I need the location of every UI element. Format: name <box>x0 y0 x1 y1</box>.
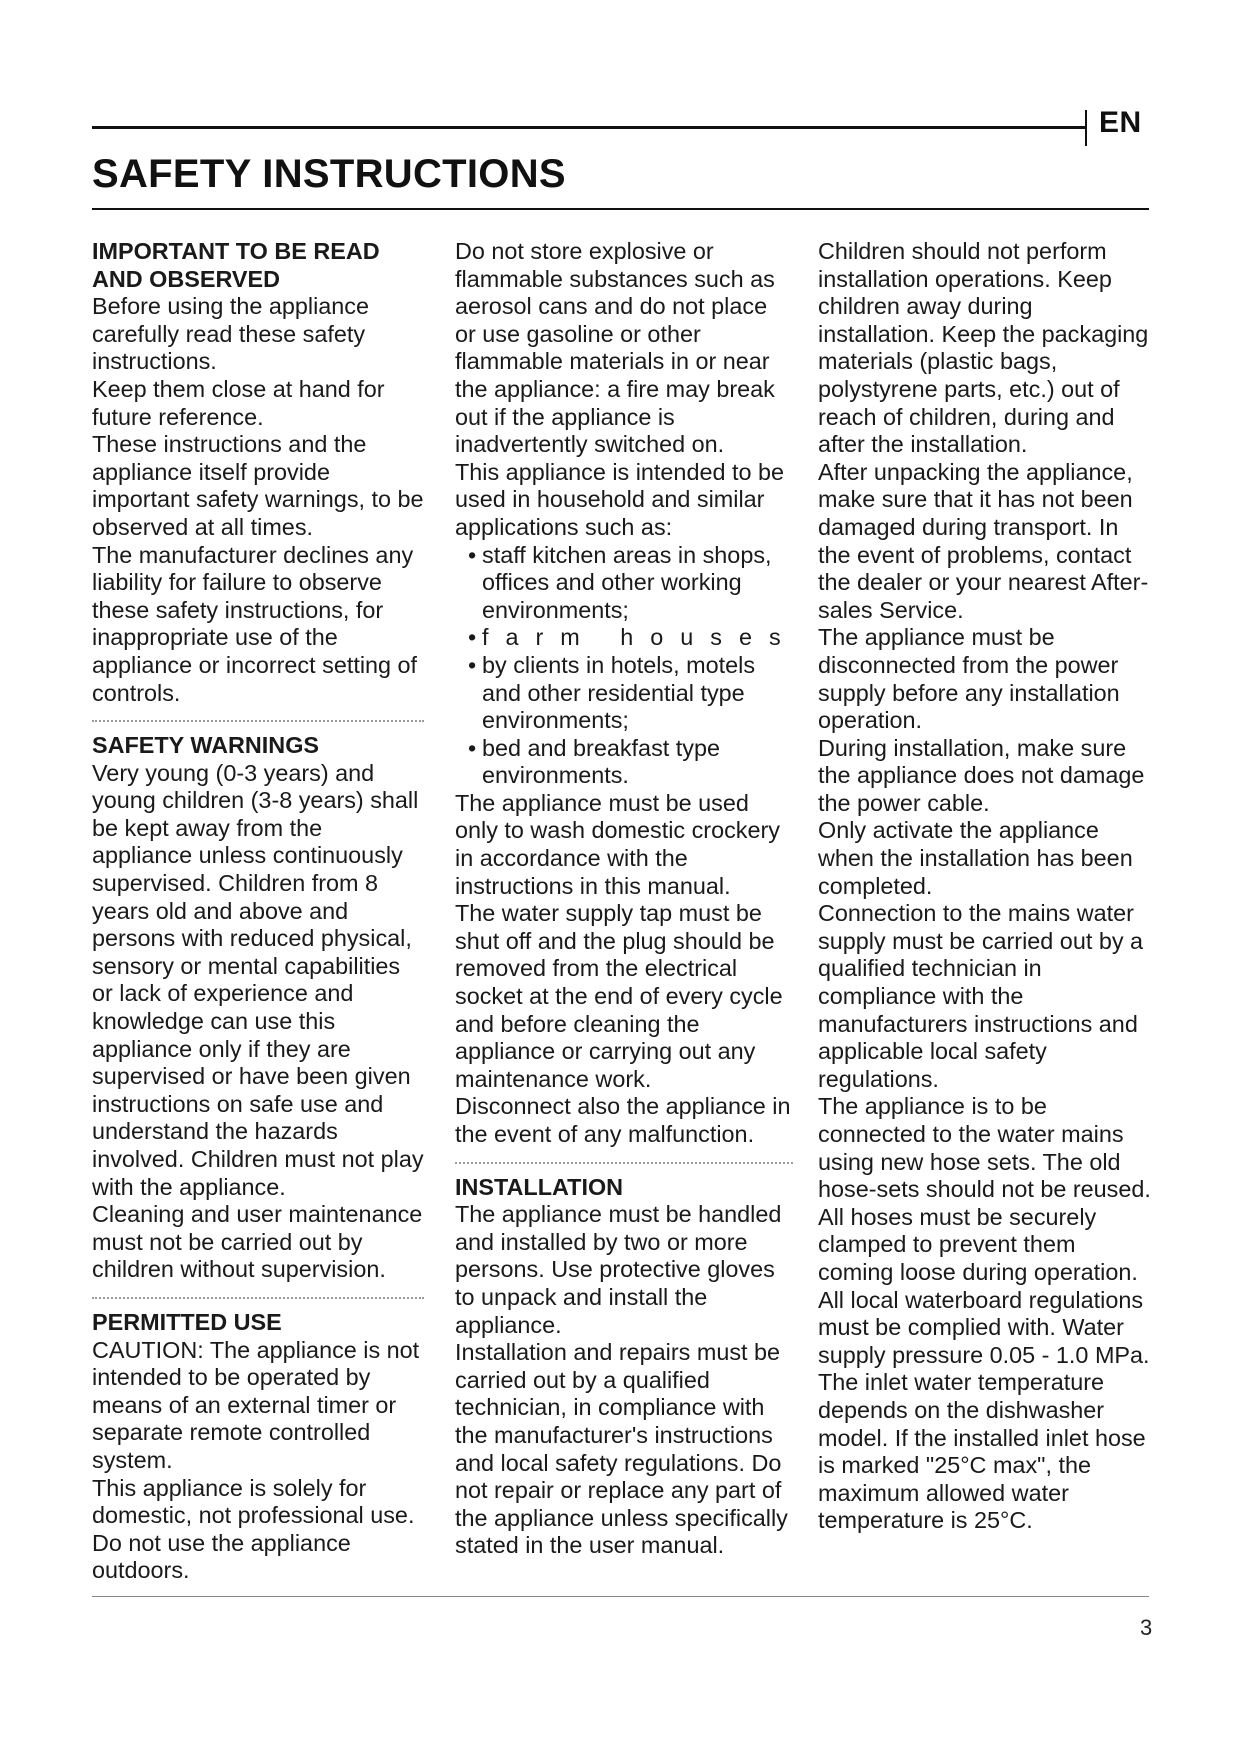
applications-list <box>455 541 798 790</box>
paragraph: Keep them close at hand for future reference. <box>92 375 385 430</box>
paragraph: Installation and repairs must be carried out by a qualified technician, in compliance with the manufacturer's instructions and local safety regulations. Do not repair or replace any part of the appliance unless specifically stated in the user manual. <box>455 1339 788 1559</box>
column-2 <box>455 238 798 1560</box>
heading-safety-warnings: SAFETY WARNINGS <box>92 732 319 759</box>
heading-installation: INSTALLATION <box>455 1173 624 1200</box>
paragraph: Cleaning and user maintenance must not be carried out by children without supervision. <box>92 1201 423 1283</box>
paragraph: Children should not perform installation operations. Keep children away during installation. Keep the packaging materials (plastic bags, polystyrene parts, etc.) out of reach of children, during and after the installation. <box>818 238 1149 458</box>
paragraph: All hoses must be securely clamped to prevent them coming loose during operation. <box>818 1203 1138 1285</box>
list-item: • bed and breakfast type environments. <box>455 735 793 790</box>
paragraph: The manufacturer declines any liability for failure to observe these safety instructions, for inappropriate use of the appliance or incorrect setting of controls. <box>92 541 418 706</box>
paragraph: This appliance is intended to be used in household and similar applications such as: <box>455 458 784 540</box>
dotted-separator <box>455 1162 793 1164</box>
paragraph: The appliance is to be connected to the water mains using new hose sets. The old hose-sets should not be reused. <box>818 1093 1151 1203</box>
paragraph: The water supply tap must be shut off and the plug should be removed from the electrical socket at the end of every cycle and before cleaning the appliance or carrying out any maintenance work. <box>455 900 783 1092</box>
paragraph: The appliance must be disconnected from the power supply before any installation operation. <box>818 624 1120 734</box>
paragraph: Only activate the appliance when the installation has been completed. <box>818 817 1133 899</box>
paragraph: CAUTION: The appliance is not intended to be operated by means of an external timer or separate remote controlled system. <box>92 1336 420 1473</box>
paragraph: The appliance must be handled and installed by two or more persons. Use protective gloves to unpack and install the appliance. <box>455 1201 782 1338</box>
paragraph: These instructions and the appliance itself provide important safety warnings, to be observed at all times. <box>92 431 424 540</box>
paragraph: Disconnect also the appliance in the event of any malfunction. <box>455 1093 791 1147</box>
heading-important: IMPORTANT TO BE READ AND OBSERVED <box>92 238 380 292</box>
language-code: EN <box>1099 106 1142 139</box>
page-number: 3 <box>1140 1615 1153 1640</box>
dotted-separator <box>92 1297 424 1299</box>
heading-permitted-use: PERMITTED USE <box>92 1308 282 1335</box>
paragraph: This appliance is solely for domestic, not professional use. Do not use the appliance outdoors. <box>92 1474 415 1584</box>
paragraph: Before using the appliance carefully read these safety instructions. <box>92 293 369 375</box>
list-item: • staff kitchen areas in shops, offices and other working environments; <box>455 542 793 625</box>
dotted-separator <box>92 720 424 722</box>
language-divider <box>1085 110 1087 146</box>
paragraph: Do not store explosive or flammable substances such as aerosol cans and do not place or use gasoline or other flammable materials in or near the appliance: a fire may break out if the appliance is inadvertently switched on. <box>455 238 775 458</box>
paragraph: During installation, make sure the appliance does not damage the power cable. <box>818 734 1145 816</box>
paragraph: All local waterboard regulations must be complied with. Water supply pressure 0.05 - 1.0 MPa. <box>818 1286 1150 1368</box>
list-item: • by clients in hotels, motels and other residential type environments; <box>455 652 793 735</box>
paragraph: The appliance must be used only to wash domestic crockery in accordance with the instructions in this manual. <box>455 789 780 899</box>
list-item: • farm houses <box>455 624 793 652</box>
paragraph: Connection to the mains water supply must be carried out by a qualified technician in compliance with the manufacturers instructions and applicable local safety regulations. <box>818 900 1144 1092</box>
paragraph: After unpacking the appliance, make sure that it has not been damaged during transport. In the event of problems, contact the dealer or your nearest After-sales Service. <box>818 458 1149 623</box>
page-title: SAFETY INSTRUCTIONS <box>92 152 566 196</box>
header-rule <box>92 126 1085 129</box>
paragraph: Very young (0-3 years) and young children (3-8 years) shall be kept away from the appliance unless continuously supervised. Children from 8 years old and above and persons with reduced physical, sensory or mental capabilities or lack of experience and knowledge can use this appliance only if they are supervised or have been given instructions on safe use and understand the hazards involved. Children must not play with the appliance. <box>92 759 424 1200</box>
title-rule <box>92 208 1149 210</box>
column-1 <box>92 238 424 1585</box>
footer-rule <box>92 1596 1149 1597</box>
column-3 <box>818 238 1154 1535</box>
paragraph: The inlet water temperature depends on the dishwasher model. If the installed inlet hose is marked "25°C max", the maximum allowed water temperature is 25°C. <box>818 1369 1146 1534</box>
